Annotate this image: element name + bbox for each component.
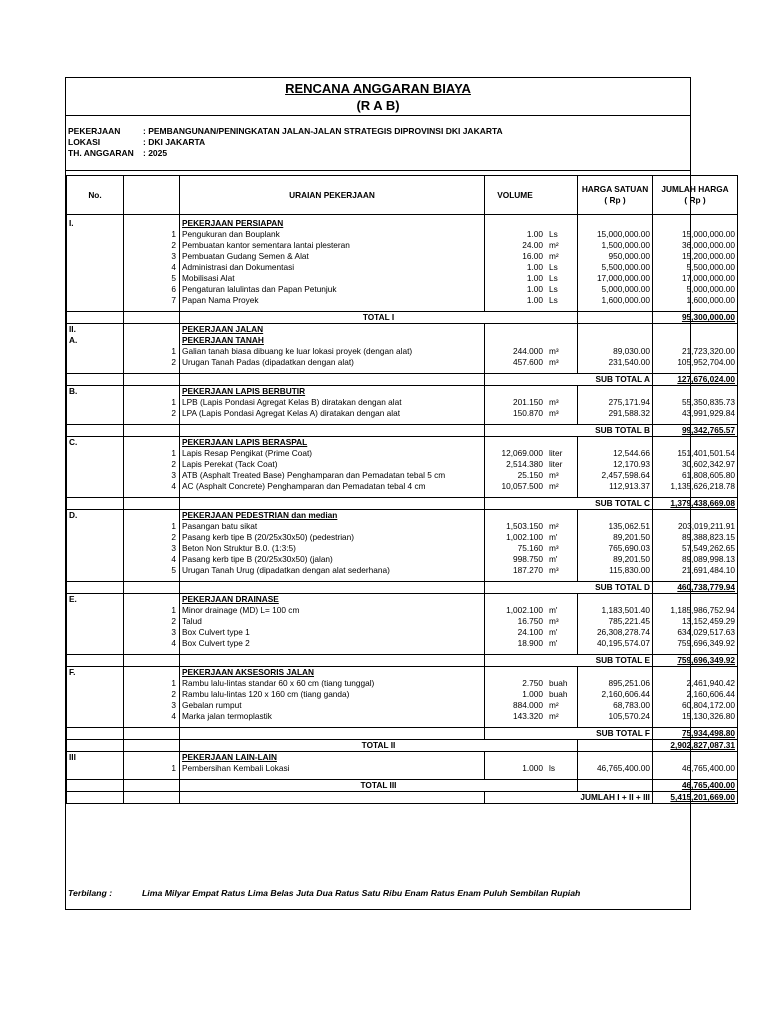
subtotal-amount: 75,934,498.80	[653, 728, 738, 740]
item-unit: m³	[545, 397, 578, 408]
item-number: 6	[124, 284, 180, 295]
item-number: 2	[124, 408, 180, 419]
subtotal-row	[67, 498, 738, 510]
item-unit: m²	[545, 240, 578, 251]
item-unit-price: 12,544.66	[578, 448, 653, 459]
item-unit-price: 17,000,000.00	[578, 273, 653, 284]
table-row	[67, 616, 738, 627]
item-amount: 36,000,000.00	[653, 240, 738, 251]
item-volume: 16.00	[485, 251, 546, 262]
item-amount: 89,388,823.15	[653, 532, 738, 543]
item-amount: 634,029,517.63	[653, 627, 738, 638]
table-row	[67, 284, 738, 295]
item-amount: 30,602,342.97	[653, 459, 738, 470]
item-unit: liter	[545, 448, 578, 459]
section-row	[67, 752, 738, 764]
item-volume: 244.000	[485, 346, 546, 357]
item-number: 4	[124, 638, 180, 649]
item-number: 1	[124, 448, 180, 459]
item-unit: Ls	[545, 229, 578, 240]
item-amount: 1,185,986,752.94	[653, 605, 738, 616]
section-row	[67, 218, 738, 229]
table-row	[67, 346, 738, 357]
section-number: D.	[67, 510, 124, 522]
item-unit: buah	[545, 678, 578, 689]
item-number: 4	[124, 711, 180, 722]
item-amount: 5,000,000.00	[653, 284, 738, 295]
col-header-harga-satuan: HARGA SATUAN ( Rp )	[578, 176, 653, 215]
item-unit-price: 895,251.06	[578, 678, 653, 689]
subtotal-amount: 5,415,201,669.00	[653, 792, 738, 804]
item-volume: 1,002.100	[485, 605, 546, 616]
item-unit: m³	[545, 543, 578, 554]
item-number: 3	[124, 700, 180, 711]
section-title-text: PEKERJAAN AKSESORIS JALAN	[182, 667, 315, 677]
item-unit: Ls	[545, 273, 578, 284]
document-subtitle: (R A B)	[356, 98, 400, 113]
item-volume: 1.00	[485, 229, 546, 240]
item-description: Talud	[180, 616, 485, 627]
item-unit-price: 231,540.00	[578, 357, 653, 368]
table-row	[67, 521, 738, 532]
rab-sheet	[65, 77, 735, 910]
item-description: Pasangan batu sikat	[180, 521, 485, 532]
item-volume: 998.750	[485, 554, 546, 565]
total-row	[67, 312, 738, 324]
section-number: B.	[67, 386, 124, 398]
item-unit: m³	[545, 346, 578, 357]
section-title	[180, 510, 485, 522]
subtotal-label: SUB TOTAL A	[485, 374, 653, 386]
total-amount: 46,765,400.00	[653, 780, 738, 792]
table-row	[67, 397, 738, 408]
item-volume: 24.00	[485, 240, 546, 251]
item-description: Mobilisasi Alat	[180, 273, 485, 284]
item-amount: 60,804,172.00	[653, 700, 738, 711]
item-volume: 143.320	[485, 711, 546, 722]
item-number: 2	[124, 689, 180, 700]
item-volume: 1.00	[485, 273, 546, 284]
rab-table	[66, 175, 738, 804]
table-row	[67, 678, 738, 689]
item-volume: 201.150	[485, 397, 546, 408]
item-volume: 1.00	[485, 284, 546, 295]
item-number: 2	[124, 240, 180, 251]
item-description: LPA (Lapis Pondasi Agregat Kelas A) diratakan dengan alat	[180, 408, 485, 419]
item-unit-price: 68,783.00	[578, 700, 653, 711]
col-header-jumlah-harga: JUMLAH HARGA ( Rp )	[653, 176, 738, 215]
item-unit: m'	[545, 532, 578, 543]
subtotal-row	[67, 728, 738, 740]
total-row	[67, 780, 738, 792]
table-row	[67, 357, 738, 368]
subtotal-row	[67, 792, 738, 804]
item-amount: 15,000,000.00	[653, 229, 738, 240]
section-title-text: PEKERJAAN LAPIS BERBUTIR	[182, 386, 306, 396]
item-amount: 17,000,000.00	[653, 273, 738, 284]
item-volume: 16.750	[485, 616, 546, 627]
item-unit: m'	[545, 627, 578, 638]
item-description: Urugan Tanah Padas (dipadatkan dengan alat)	[180, 357, 485, 368]
item-unit-price: 105,570.24	[578, 711, 653, 722]
item-unit-price: 12,170.93	[578, 459, 653, 470]
item-description: Urugan Tanah Urug (dipadatkan dengan alat sederhana)	[180, 565, 485, 576]
item-volume: 1,002.100	[485, 532, 546, 543]
info-label: PEKERJAAN	[68, 126, 121, 136]
table-row	[67, 262, 738, 273]
subtotal-row	[67, 655, 738, 667]
item-volume: 1.00	[485, 295, 546, 306]
subtotal-label: SUB TOTAL B	[485, 425, 653, 437]
item-unit-price: 1,183,501.40	[578, 605, 653, 616]
item-volume: 24.100	[485, 627, 546, 638]
total-row	[67, 740, 738, 752]
section-row	[67, 667, 738, 679]
item-number: 3	[124, 470, 180, 481]
table-row	[67, 700, 738, 711]
info-value: : DKI JAKARTA	[143, 137, 206, 147]
section-title	[180, 218, 485, 229]
terbilang	[68, 888, 580, 898]
item-number: 5	[124, 565, 180, 576]
total-label: TOTAL II	[180, 740, 578, 752]
table-row	[67, 408, 738, 419]
section-title-text: PEKERJAAN PERSIAPAN	[182, 218, 284, 228]
item-volume: 25.150	[485, 470, 546, 481]
section-title-text: PEKERJAAN TANAH	[182, 335, 264, 345]
item-unit: m²	[545, 251, 578, 262]
item-number: 2	[124, 532, 180, 543]
item-description: Box Culvert type 2	[180, 638, 485, 649]
table-row	[67, 605, 738, 616]
item-description: Box Culvert type 1	[180, 627, 485, 638]
item-description: Pembuatan Gudang Semen & Alat	[180, 251, 485, 262]
section-number: E.	[67, 594, 124, 606]
section-number: I.	[67, 218, 124, 229]
item-unit: m'	[545, 638, 578, 649]
item-unit-price: 89,201.50	[578, 532, 653, 543]
item-unit-price: 2,457,598.64	[578, 470, 653, 481]
item-unit-price: 115,830.00	[578, 565, 653, 576]
item-number: 2	[124, 357, 180, 368]
subtotal-row	[67, 582, 738, 594]
item-number: 1	[124, 678, 180, 689]
item-unit: m³	[545, 357, 578, 368]
table-row	[67, 689, 738, 700]
item-unit: m'	[545, 605, 578, 616]
item-description: Marka jalan termoplastik	[180, 711, 485, 722]
item-unit-price: 291,588.32	[578, 408, 653, 419]
item-unit: Ls	[545, 295, 578, 306]
item-unit: Ls	[545, 284, 578, 295]
item-unit: m²	[545, 481, 578, 492]
item-number: 3	[124, 543, 180, 554]
item-unit-price: 89,030.00	[578, 346, 653, 357]
col-header-volume: VOLUME	[485, 176, 546, 215]
item-description: Beton Non Struktur B.0. (1:3:5)	[180, 543, 485, 554]
item-amount: 61,808,605.80	[653, 470, 738, 481]
subtotal-label: SUB TOTAL E	[485, 655, 653, 667]
subtotal-amount: 1,379,438,669.08	[653, 498, 738, 510]
item-unit-price: 950,000.00	[578, 251, 653, 262]
item-number: 1	[124, 605, 180, 616]
table-row	[67, 470, 738, 481]
item-amount: 5,500,000.00	[653, 262, 738, 273]
subtotal-amount: 99,342,765.57	[653, 425, 738, 437]
item-amount: 2,160,606.44	[653, 689, 738, 700]
section-number: F.	[67, 667, 124, 679]
info-label: TH. ANGGARAN	[68, 148, 134, 158]
total-label: TOTAL I	[180, 312, 578, 324]
item-description: Gebalan rumput	[180, 700, 485, 711]
total-label: TOTAL III	[180, 780, 578, 792]
subtotal-label: SUB TOTAL C	[485, 498, 653, 510]
section-number: C.	[67, 437, 124, 449]
item-unit: ls	[545, 763, 578, 774]
item-amount: 46,765,400.00	[653, 763, 738, 774]
item-unit: Ls	[545, 262, 578, 273]
item-number: 1	[124, 346, 180, 357]
item-amount: 43,991,929.84	[653, 408, 738, 419]
item-amount: 89,089,998.13	[653, 554, 738, 565]
item-number: 1	[124, 521, 180, 532]
item-amount: 1,600,000.00	[653, 295, 738, 306]
item-number: 1	[124, 397, 180, 408]
subtotal-label: SUB TOTAL D	[485, 582, 653, 594]
info-label: LOKASI	[68, 137, 101, 147]
info-tahun	[68, 148, 167, 158]
section-title	[180, 594, 485, 606]
table-row	[67, 448, 738, 459]
item-unit-price: 40,195,574.07	[578, 638, 653, 649]
item-number: 7	[124, 295, 180, 306]
item-amount: 151,401,501.54	[653, 448, 738, 459]
item-amount: 57,549,262.65	[653, 543, 738, 554]
table-row	[67, 273, 738, 284]
table-row	[67, 763, 738, 774]
section-title	[180, 386, 485, 398]
item-volume: 1.000	[485, 763, 546, 774]
item-unit-price: 46,765,400.00	[578, 763, 653, 774]
table-row	[67, 459, 738, 470]
subtotal-row	[67, 425, 738, 437]
table-row	[67, 543, 738, 554]
item-amount: 2,461,940.42	[653, 678, 738, 689]
total-amount: 95,300,000.00	[653, 312, 738, 324]
item-unit: m²	[545, 521, 578, 532]
item-unit-price: 5,000,000.00	[578, 284, 653, 295]
item-amount: 203,019,211.91	[653, 521, 738, 532]
item-amount: 1,135,626,218.78	[653, 481, 738, 492]
table-header-row	[67, 176, 738, 215]
item-description: Pasang kerb tipe B (20/25x30x50) (pedestrian)	[180, 532, 485, 543]
item-description: Minor drainage (MD) L= 100 cm	[180, 605, 485, 616]
item-volume: 150.870	[485, 408, 546, 419]
subtotal-label: JUMLAH I + II + III	[485, 792, 653, 804]
item-unit-price: 785,221.45	[578, 616, 653, 627]
item-number: 4	[124, 554, 180, 565]
section-title-text: PEKERJAAN DRAINASE	[182, 594, 279, 604]
item-unit: m²	[545, 711, 578, 722]
item-unit-price: 275,171.94	[578, 397, 653, 408]
terbilang-label: Terbilang :	[68, 888, 113, 898]
table-row	[67, 627, 738, 638]
table-row	[67, 229, 738, 240]
section-row	[67, 594, 738, 606]
table-row	[67, 554, 738, 565]
item-volume: 1,503.150	[485, 521, 546, 532]
item-description: Papan Nama Proyek	[180, 295, 485, 306]
info-value: : 2025	[143, 148, 168, 158]
divider	[66, 170, 690, 171]
table-row	[67, 240, 738, 251]
section-title	[180, 667, 485, 679]
item-description: LPB (Lapis Pondasi Agregat Kelas B) diratakan dengan alat	[180, 397, 485, 408]
item-volume: 1.00	[485, 262, 546, 273]
item-number: 2	[124, 616, 180, 627]
item-volume: 1.000	[485, 689, 546, 700]
item-unit-price: 765,690.03	[578, 543, 653, 554]
item-amount: 15,200,000.00	[653, 251, 738, 262]
subtotal-row	[67, 374, 738, 386]
item-unit-price: 89,201.50	[578, 554, 653, 565]
section-title	[180, 324, 485, 336]
item-unit: liter	[545, 459, 578, 470]
item-number: 4	[124, 262, 180, 273]
item-unit-price: 2,160,606.44	[578, 689, 653, 700]
info-value: : PEMBANGUNAN/PENINGKATAN JALAN-JALAN STRATEGIS DIPROVINSI DKI JAKARTA	[143, 126, 503, 136]
item-description: AC (Asphalt Concrete) Penghamparan dan Pemadatan tebal 4 cm	[180, 481, 485, 492]
item-description: Lapis Perekat (Tack Coat)	[180, 459, 485, 470]
item-volume: 2,514.380	[485, 459, 546, 470]
item-volume: 187.270	[485, 565, 546, 576]
item-unit: buah	[545, 689, 578, 700]
section-title	[180, 437, 485, 449]
item-unit-price: 15,000,000.00	[578, 229, 653, 240]
item-volume: 12,069.000	[485, 448, 546, 459]
terbilang-value: Lima Milyar Empat Ratus Lima Belas Juta Dua Ratus Satu Ribu Enam Ratus Enam Puluh Sembilan Rupiah	[142, 888, 581, 898]
item-unit: m³	[545, 408, 578, 419]
item-number: 3	[124, 627, 180, 638]
item-volume: 10,057.500	[485, 481, 546, 492]
table-row	[67, 565, 738, 576]
section-title-text: PEKERJAAN LAPIS BERASPAL	[182, 437, 308, 447]
section-row	[67, 335, 738, 346]
item-unit-price: 1,600,000.00	[578, 295, 653, 306]
table-row	[67, 532, 738, 543]
table-row	[67, 638, 738, 649]
item-description: Pengaturan lalulintas dan Papan Petunjuk	[180, 284, 485, 295]
item-amount: 21,723,320.00	[653, 346, 738, 357]
section-title-text: PEKERJAAN PEDESTRIAN dan median	[182, 510, 338, 520]
section-row	[67, 386, 738, 398]
item-unit-price: 135,062.51	[578, 521, 653, 532]
item-volume: 884.000	[485, 700, 546, 711]
section-title-text: PEKERJAAN JALAN	[182, 324, 264, 334]
item-volume: 457.600	[485, 357, 546, 368]
subtotal-label: SUB TOTAL F	[485, 728, 653, 740]
section-title	[180, 752, 485, 764]
item-unit-price: 112,913.37	[578, 481, 653, 492]
section-number: A.	[67, 335, 124, 346]
divider	[66, 115, 690, 116]
item-number: 3	[124, 251, 180, 262]
item-unit: m'	[545, 554, 578, 565]
item-volume: 18.900	[485, 638, 546, 649]
item-number: 4	[124, 481, 180, 492]
item-amount: 21,691,484.10	[653, 565, 738, 576]
item-unit-price: 1,500,000.00	[578, 240, 653, 251]
item-description: Pengukuran dan Bouplank	[180, 229, 485, 240]
item-number: 1	[124, 763, 180, 774]
item-number: 5	[124, 273, 180, 284]
item-amount: 105,952,704.00	[653, 357, 738, 368]
item-unit: m³	[545, 470, 578, 481]
item-description: Lapis Resap Pengikat (Prime Coat)	[180, 448, 485, 459]
info-lokasi	[68, 137, 205, 147]
section-title	[180, 335, 485, 346]
subtotal-amount: 759,696,349.92	[653, 655, 738, 667]
item-description: Rambu lalu-lintas 120 x 160 cm (tiang ganda)	[180, 689, 485, 700]
item-volume: 75.160	[485, 543, 546, 554]
col-header-uraian: URAIAN PEKERJAAN	[180, 176, 485, 215]
item-amount: 13,152,459.29	[653, 616, 738, 627]
section-number: III	[67, 752, 124, 764]
section-title-text: PEKERJAAN LAIN-LAIN	[182, 752, 277, 762]
section-row	[67, 510, 738, 522]
item-amount: 759,696,349.92	[653, 638, 738, 649]
item-amount: 55,350,835.73	[653, 397, 738, 408]
item-description: Pembersihan Kembali Lokasi	[180, 763, 485, 774]
item-description: Galian tanah biasa dibuang ke luar lokasi proyek (dengan alat)	[180, 346, 485, 357]
subtotal-amount: 127,676,024.00	[653, 374, 738, 386]
table-row	[67, 481, 738, 492]
table-row	[67, 711, 738, 722]
item-number: 2	[124, 459, 180, 470]
item-description: Rambu lalu-lintas standar 60 x 60 cm (tiang tunggal)	[180, 678, 485, 689]
section-row	[67, 437, 738, 449]
item-number: 1	[124, 229, 180, 240]
info-pekerjaan	[68, 126, 503, 136]
item-unit: m³	[545, 616, 578, 627]
item-amount: 15,130,326.80	[653, 711, 738, 722]
section-number: II.	[67, 324, 124, 336]
subtotal-amount: 460,738,779.94	[653, 582, 738, 594]
item-unit-price: 26,308,278.74	[578, 627, 653, 638]
section-row	[67, 324, 738, 336]
table-row	[67, 295, 738, 306]
table-row	[67, 251, 738, 262]
col-header-no: No.	[67, 176, 124, 215]
item-unit: m³	[545, 565, 578, 576]
item-description: ATB (Asphalt Treated Base) Penghamparan dan Pemadatan tebal 5 cm	[180, 470, 485, 481]
item-description: Pasang kerb tipe B (20/25x30x50) (jalan)	[180, 554, 485, 565]
item-description: Pembuatan kantor sementara lantai plesteran	[180, 240, 485, 251]
item-unit-price: 5,500,000.00	[578, 262, 653, 273]
total-amount: 2,902,827,087.31	[653, 740, 738, 752]
item-description: Administrasi dan Dokumentasi	[180, 262, 485, 273]
item-volume: 2.750	[485, 678, 546, 689]
item-unit: m²	[545, 700, 578, 711]
document-title: RENCANA ANGGARAN BIAYA	[285, 81, 471, 96]
